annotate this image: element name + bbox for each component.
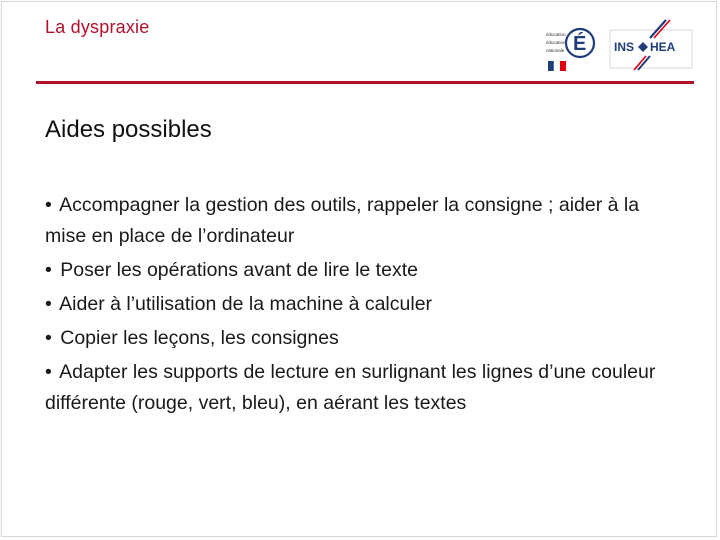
- bullet-text: Adapter les supports de lecture en surlignant les lignes d’une couleur différente (rouge, vert, bleu), en aérant les textes: [45, 361, 656, 414]
- bullet-text: Poser les opérations avant de lire le texte: [60, 259, 418, 281]
- bullet-item: [45, 357, 685, 419]
- bullet-item: [45, 255, 685, 286]
- bullet-symbol: •: [45, 293, 52, 315]
- bullet-item: [45, 323, 685, 354]
- inshea-logo: [610, 20, 692, 70]
- ministry-text-line-3: nationale: [546, 48, 565, 53]
- page-title: Aides possibles: [45, 116, 212, 143]
- header-divider: [36, 81, 694, 84]
- bullet-text: Copier les leçons, les consignes: [60, 327, 339, 349]
- bullet-list: [45, 190, 685, 422]
- bullet-symbol: •: [45, 361, 52, 383]
- bullet-symbol: •: [45, 259, 52, 281]
- bullet-text: Aider à l’utilisation de la machine à calculer: [59, 293, 433, 315]
- bullet-text: Accompagner la gestion des outils, rappeler la consigne ; aider à la mise en place de l’ordinateur: [45, 194, 640, 247]
- bullet-symbol: •: [45, 194, 52, 216]
- inshea-text-left: INS: [614, 40, 635, 54]
- bullet-item: [45, 190, 685, 252]
- header-title: La dyspraxie: [45, 17, 150, 37]
- ministry-text-line-2: éducation: [546, 40, 566, 45]
- slide: [1, 1, 717, 537]
- bullet-symbol: •: [45, 327, 52, 349]
- logo-group: [542, 14, 694, 76]
- ministere-education-nationale-logo: [546, 29, 594, 71]
- svg-text:É: É: [573, 33, 587, 55]
- bullet-item: [45, 289, 685, 320]
- inshea-text-right: HEA: [650, 40, 676, 54]
- ministry-text-line-1: éducation: [546, 32, 566, 37]
